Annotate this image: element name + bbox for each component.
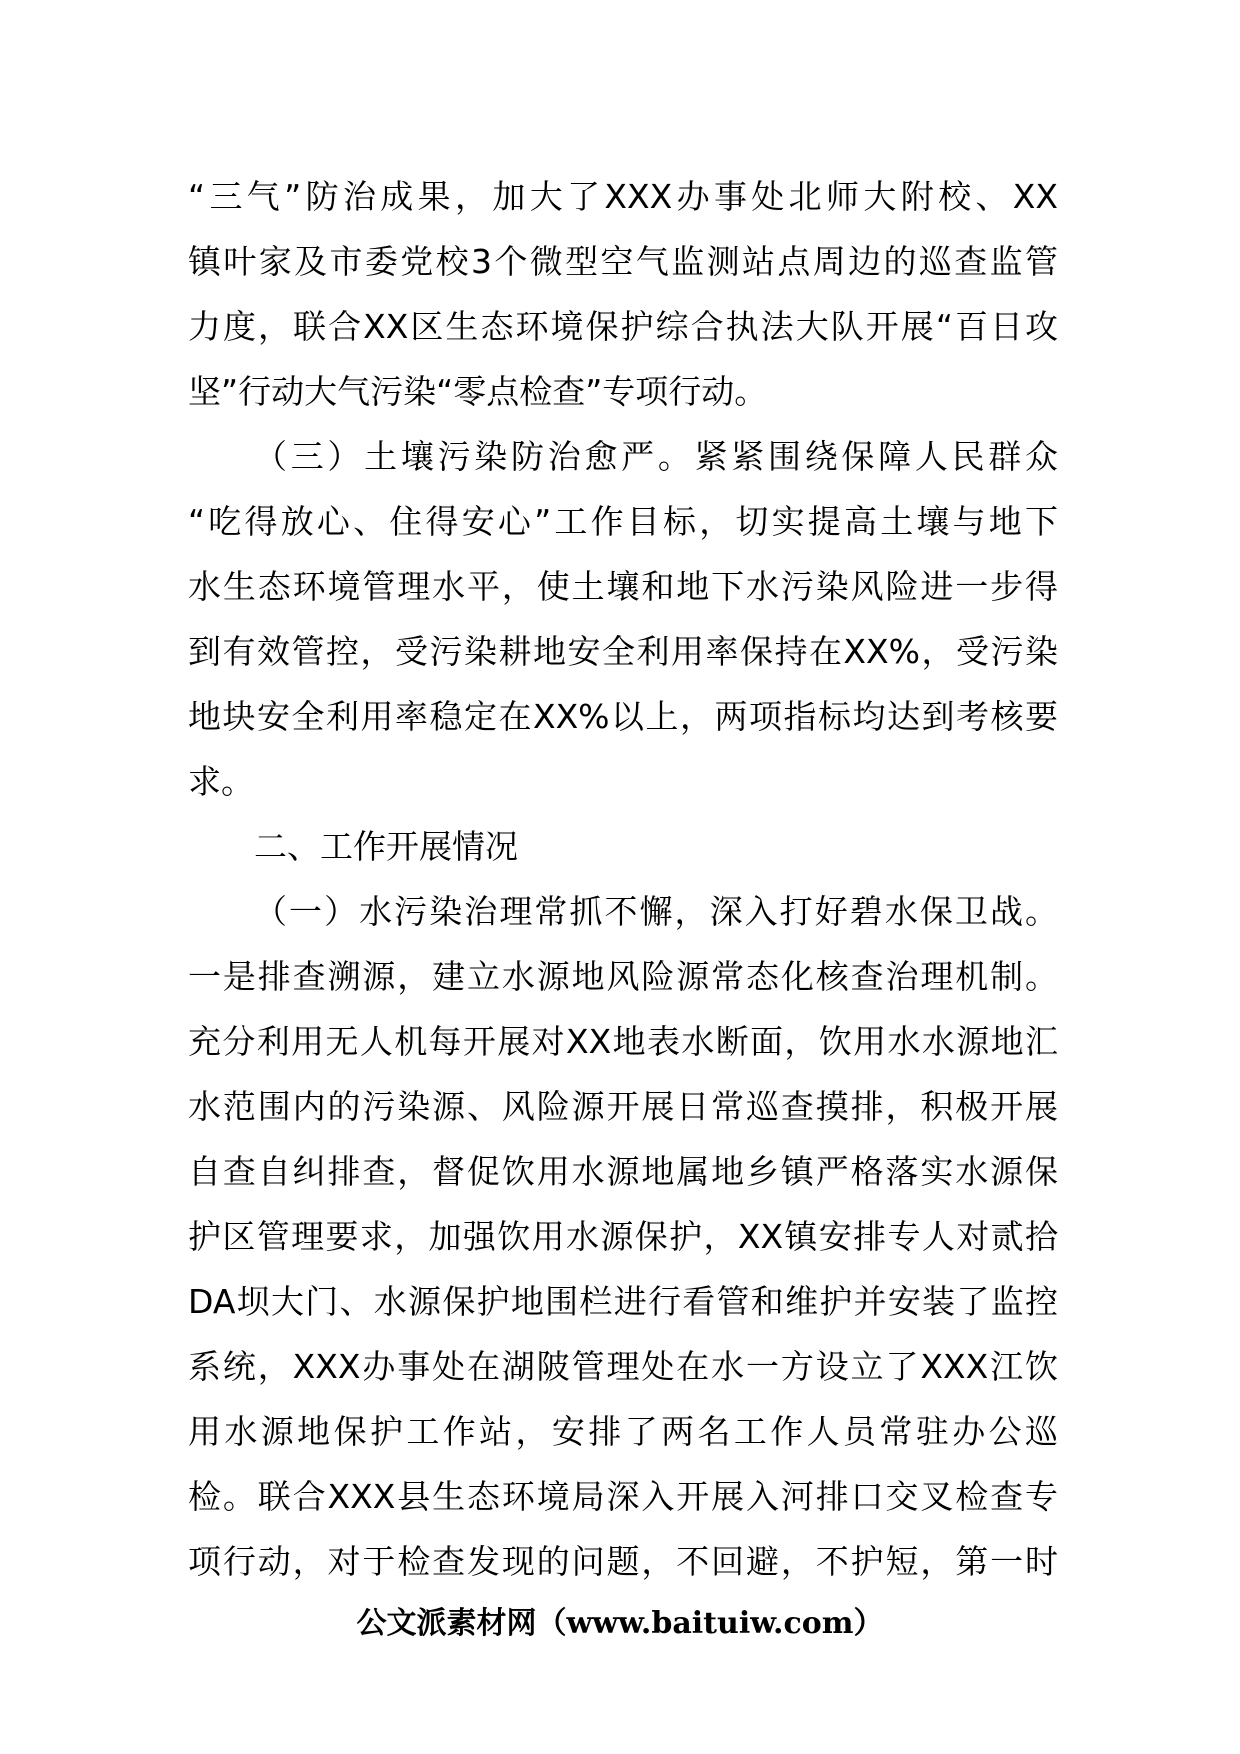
text-line: 系统，XXX办事处在湖陂管理处在水一方设立了XXX江饮 [188, 1347, 1058, 1386]
text-line: （三）土壤污染防治愈严。紧紧围绕保障人民群众 [254, 437, 1058, 476]
text-line: DA坝大门、水源保护地围栏进行看管和维护并安装了监控 [188, 1282, 1058, 1321]
text-line: 项行动，对于检查发现的问题，不回避，不护短，第一时 [188, 1542, 1058, 1581]
text-line: 用水源地保护工作站，安排了两名工作人员常驻办公巡 [188, 1412, 1058, 1451]
text-line: 力度，联合XX区生态环境保护综合执法大队开展“百日攻 [188, 307, 1058, 346]
text-line: 一是排查溯源，建立水源地风险源常态化核查治理机制。 [188, 957, 1058, 996]
document-body [188, 164, 1058, 1594]
footer-watermark: 公文派素材网（www.baituiw.com） [356, 1606, 884, 1641]
text-line: 充分利用无人机每开展对XX地表水断面，饮用水水源地汇 [188, 1022, 1058, 1061]
section-heading: 二、工作开展情况 [254, 827, 518, 866]
text-line: “吃得放心、住得安心”工作目标，切实提高土壤与地下 [188, 502, 1058, 541]
text-line: 水生态环境管理水平，使土壤和地下水污染风险进一步得 [188, 567, 1058, 606]
subsection-heading: （一）水污染治理常抓不懈，深入打好碧水保卫战。 [254, 892, 1058, 931]
text-line: “三气”防治成果，加大了XXX办事处北师大附校、XX [188, 177, 1058, 216]
text-line: 到有效管控，受污染耕地安全利用率保持在XX%，受污染 [188, 632, 1058, 671]
text-line: 地块安全利用率稳定在XX%以上，两项指标均达到考核要 [188, 697, 1058, 736]
text-line: 检。联合XXX县生态环境局深入开展入河排口交叉检查专 [188, 1477, 1058, 1516]
text-line: 水范围内的污染源、风险源开展日常巡查摸排，积极开展 [188, 1087, 1058, 1126]
text-line: 坚”行动大气污染“零点检查”专项行动。 [188, 372, 768, 411]
text-line: 护区管理要求，加强饮用水源保护，XX镇安排专人对贰拾 [188, 1217, 1058, 1256]
text-line: 求。 [188, 762, 254, 801]
text-line: 镇叶家及市委党校3个微型空气监测站点周边的巡查监管 [188, 242, 1058, 281]
text-line: 自查自纠排查，督促饮用水源地属地乡镇严格落实水源保 [188, 1152, 1058, 1191]
